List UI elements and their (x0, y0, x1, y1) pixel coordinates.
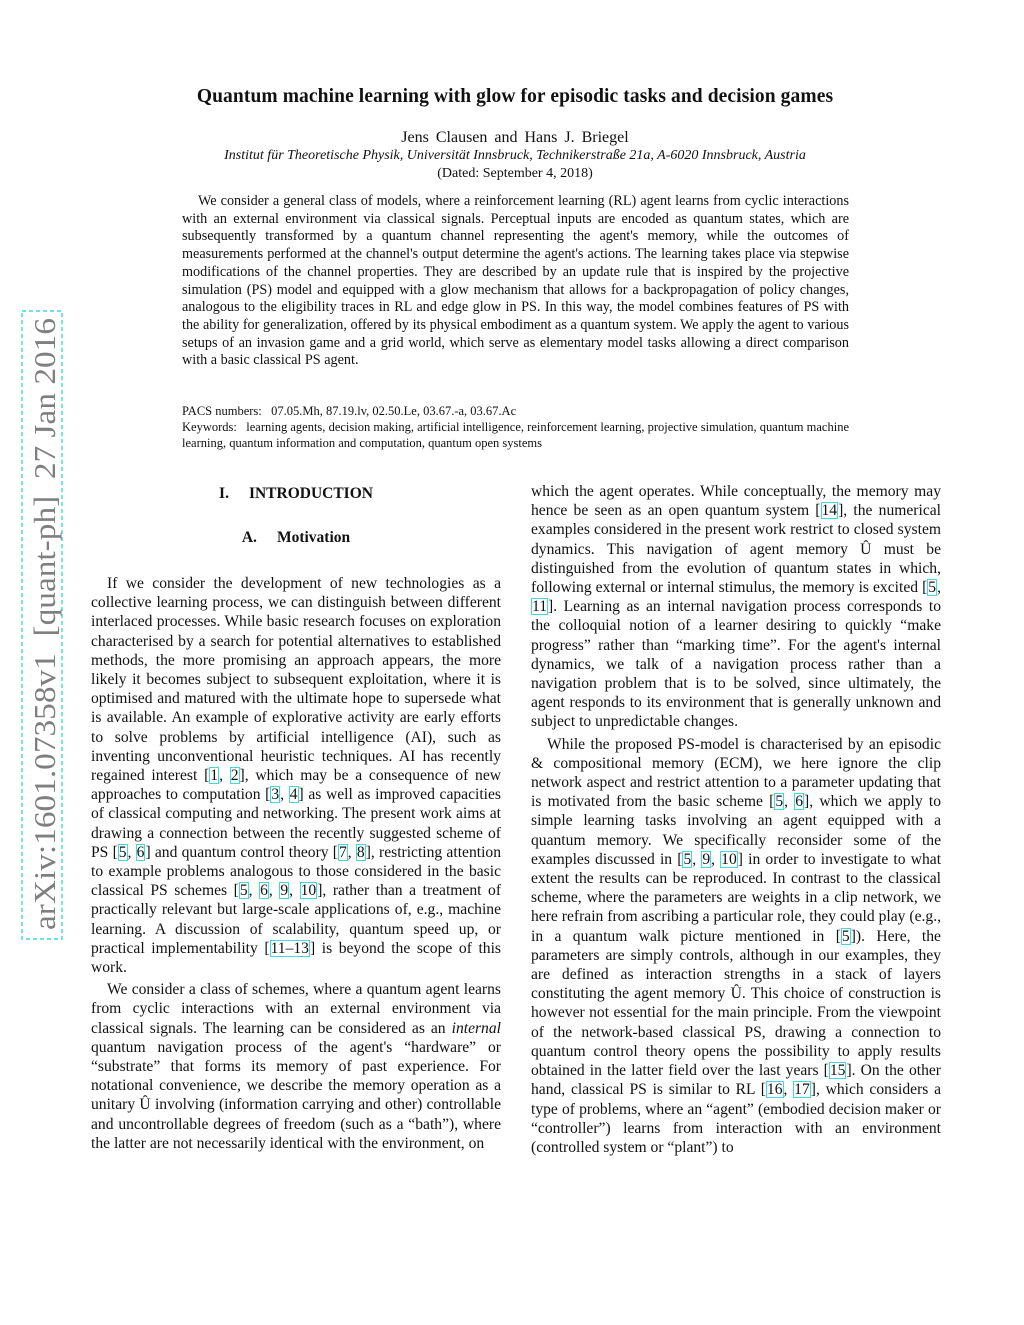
citation-link[interactable]: 5 (775, 793, 784, 811)
text-run: , which may be a consequence of new approaches to computation (91, 767, 501, 804)
paper-metadata (182, 403, 853, 451)
paragraph: which the agent operates. While conceptually, the memory may hence be seen as an open quantum system [14], the numerical examples considered in the present work restrict to closed system dynamics. This navigation of agent memory Û must be distinguished from the evolution of quantum states in which, following external or internal stimulus, the memory is excited [5, 11]. Learning as an internal navigation process corresponds to the colloquial notion of a learner desiring to quickly “make progress” rather than “marking time”. For the agent's internal dynamics, we talk of a navigation process rather than a navigation problem that is to be solved, since ultimately, the agent responds to its environment that is generally unknown and subject to unpredictable changes. (531, 483, 941, 731)
citation-link[interactable]: 15 (829, 1062, 846, 1080)
paragraph (91, 980, 501, 1153)
citation-link[interactable]: 5 (928, 579, 937, 597)
authors: Jens Clausen and Hans J. Briegel (401, 129, 629, 146)
text-run: , which considers a type of problems, where an “agent” (embodied decision maker or “controller”) learns from interaction with an environment (controlled system or “plant”) to (531, 1081, 941, 1156)
citation-link[interactable]: 3 (271, 786, 280, 804)
text-run: , the numerical examples considered in the present work restrict to closed system dynamics. This navigation of agent memory Û must be distinguished from the evolution of quantum states in which, following external or internal stimulus, the memory is excited (531, 502, 941, 597)
subsection-number: A. (241, 529, 257, 546)
abstract-text: We consider a general class of models, where a reinforcement learning (RL) agent learns from cyclic interactions with an external environment via classical signals. Perceptual inputs are encoded as quantum states, which are subsequently transformed by a quantum channel representing the agent's memory, while the outcomes of measurements performed at the channel's output determine the agent's actions. The learning takes place via stepwise modifications of the channel properties. They are described by an update rule that is inspired by the projective simulation (PS) model and equipped with a glow mechanism that allows for a backpropagation of policy changes, analogous to the eligibility traces in RL and edge glow in PS. In this way, the model combines features of PS with the ability for generalization, offered by its physical embodiment as a quantum system. We apply the agent to various setups of an invasion game and a grid world, which serve as elementary model tasks allowing a direct comparison with a basic classical PS agent. (182, 193, 849, 369)
emphasis: internal (451, 1019, 501, 1037)
citation-link[interactable]: 10 (721, 850, 737, 868)
citation-link[interactable]: 5 (118, 843, 127, 861)
text-run: , which we apply to simple learning tasks involving an agent equipped with a quantum memory. We specifically reconsider some of the examples discussed in (531, 793, 942, 868)
text-run: is beyond the scope of this work. (91, 939, 501, 977)
text-run: We consider a class of schemes, where a quantum agent learns from cyclic interactions with an external environment via classical signals. The learning can be considered as an (91, 981, 501, 1037)
text-run: in order to investigate to what extent the results can be reproduced. In contrast to the classical scheme, where the parameters are weights in a clip network, we here refrain from ascribing a particular role, they could play (e.g., in a quantum walk picture mentioned in (531, 850, 942, 945)
citation-link[interactable]: 5 (841, 927, 850, 945)
pacs-numbers: PACS numbers: 07.05.Mh, 87.19.lv, 02.50.Le, 03.67.-a, 03.67.Ac (182, 404, 517, 418)
citation-link[interactable]: 6 (260, 882, 268, 900)
text-run: , rather than a treatment of practically relevant but large-scale applications of, e.g., machine learning. A discussion of scalability, quantum speed up, or practical implementability (91, 882, 502, 957)
section-title: INTRODUCTION (248, 485, 373, 502)
paragraph: If we consider the development of new technologies as a collective learning process, we can distinguish between different interlaced processes. While basic research focuses on exploration characterised by a search for potential alternatives to established methods, the more promising an approach appears, the more likely it becomes subject to subsequent exploitation, where it is optimised and matured with the ultimate hope to supersede what is available. An example of explorative activity are early efforts to solve problems by artificial intelligence (AI), such as inventing unconventional heuristic techniques. AI has recently regained interest [1, 2], which may be a consequence of new approaches to computation [3, 4] as well as improved capacities of classical computing and networking. The present work aims at drawing a connection between the recently suggested scheme of PS [5, 6] and quantum control theory [7, 8], restricting attention to example problems analogous to those considered in the basic classical PS schemes [5, 6, 9, 10], rather than a treatment of practically relevant but large-scale applications of, e.g., machine learning. A discussion of scalability, quantum speed up, or practical implementability [11–13] is beyond the scope of this work. (91, 575, 502, 977)
subsection-heading (91, 528, 501, 574)
paragraph: While the proposed PS-model is characterised by an episodic & compositional memory (ECM), we here ignore the clip network aspect and restrict attention to a parameter updating that is motivated from the basic scheme [5, 6], which we apply to simple learning tasks involving an agent equipped with a quantum memory. We specifically reconsider some of the examples discussed in [5, 9, 10] in order to investigate to what extent the results can be reproduced. In contrast to the classical scheme, where the parameters are weights in a clip network, we here refrain from ascribing a particular role, they could play (e.g., in a quantum walk picture mentioned in [5]). Here, the parameters are simply controls, although in our examples, they are defined as interaction strengths in a stack of layers constituting the agent memory Û. This choice of construction is however not essential for the main principle. From the viewpoint of the network-based classical PS, drawing a connection to quantum control theory opens the possibility to apply results obtained in the latter field over the last years [15]. On the other hand, classical PS is similar to RL [16, 17], which considers a type of problems, where an “agent” (embodied decision maker or “controller”) learns from interaction with an environment (controlled system or “plant”) to (531, 735, 942, 1156)
text-run: . On the other hand, classical PS is similar to RL (531, 1062, 941, 1099)
citation-link[interactable]: 17 (794, 1081, 810, 1099)
citation-link[interactable]: 9 (702, 850, 711, 868)
text-run: as well as improved capacities of classical computing and networking. The present work aims at drawing a connection between the recently suggested scheme of PS (91, 786, 501, 861)
citation-link[interactable]: 11–13 (270, 939, 309, 957)
section-heading (91, 482, 501, 528)
arxiv-stamp-graphic (8, 310, 68, 940)
text-run: and quantum control theory (150, 843, 333, 861)
text-run: . Learning as an internal navigation process corresponds to the colloquial notion of a learner desiring to quickly “make progress” rather than “marking time”. For the agent's internal dynamics, we talk of a navigation process rather than a navigation problem that is to be solved, since ultimately, the agent responds to its environment that is generally unknown and subject to unpredictable changes. (531, 598, 941, 731)
citation-link[interactable]: 10 (300, 882, 317, 900)
left-column (91, 482, 501, 1153)
text-run: quantum navigation process of the agent's “hardware” or “substrate” that forms its memory of past experience. For notational convenience, we describe the memory operation as a unitary Û involving (information carrying and other) controllable and uncontrollable degrees of freedom (such as a “bath”), where the latter are not necessarily identical with the environment, on (91, 1038, 501, 1152)
citation-link[interactable]: 6 (795, 793, 804, 811)
citation-link[interactable]: 6 (136, 843, 145, 861)
section-number: I. (219, 485, 229, 502)
text-run: , restricting attention to example problems analogous to those considered in the basic classical PS schemes (91, 843, 502, 900)
abstract (182, 193, 849, 370)
citation-link[interactable]: 4 (289, 786, 298, 804)
citation-link[interactable]: 7 (339, 843, 347, 861)
citation-link[interactable]: 8 (356, 843, 365, 861)
subsection-title: Motivation (276, 529, 351, 546)
arxiv-id: arXiv:1601.07358v1 [quant-ph] 27 Jan 2016 (28, 370, 62, 930)
citation-link[interactable]: 16 (766, 1081, 783, 1099)
date-line: (Dated: September 4, 2018) (437, 166, 593, 181)
citation-link[interactable]: 5 (683, 850, 692, 868)
text-run: which the agent operates. While conceptually, the memory may hence be seen as an open quantum system (531, 483, 941, 520)
citation-link[interactable]: 1 (210, 767, 219, 785)
arxiv-stamp[interactable] (8, 310, 68, 940)
citation-link[interactable]: 5 (239, 882, 248, 900)
paper-title: Quantum machine learning with glow for episodic tasks and decision games (196, 86, 834, 107)
citation-link[interactable]: 14 (821, 502, 838, 520)
text-run: ). Here, the parameters are simply controls, although in our examples, they are defined as interaction strengths in a stack of layers constituting the agent memory Û. This choice of construction is however not essential for the main principle. From the viewpoint of the network-based classical PS, drawing a connection to quantum control theory opens the possibility to apply results obtained in the latter field over the last years (531, 927, 941, 1080)
right-column (531, 482, 941, 1157)
text-run: If we consider the development of new technologies as a collective learning process, we can distinguish between different interlaced processes. While basic research focuses on exploration characterised by a search for potential alternatives to established methods, the more promising an approach appears, the more likely it becomes subject to subsequent exploitation, where it is optimised and matured with the ultimate hope to supersede what is available. An example of explorative activity are early efforts to solve problems by artificial intelligence (AI), such as inventing unconventional heuristic techniques. AI has recently regained interest (91, 575, 501, 785)
citation-link[interactable]: 11 (532, 598, 548, 616)
keywords: Keywords: learning agents, decision making, artificial intelligence, reinforcement learning, projective simulation, quantum machine learning, quantum information and computation, quantum open systems (182, 420, 853, 450)
citation-link[interactable]: 2 (230, 767, 239, 785)
affiliation: Institut für Theoretische Physik, Universität Innsbruck, Technikerstraße 21a, A-6020 Innsbruck, Austria (224, 148, 806, 163)
citation-link[interactable]: 9 (280, 882, 289, 900)
text-run: While the proposed PS-model is characterised by an episodic & compositional memory (ECM), we here ignore the clip network aspect and restrict attention to a parameter updating that is motivated from the basic scheme (531, 735, 941, 811)
